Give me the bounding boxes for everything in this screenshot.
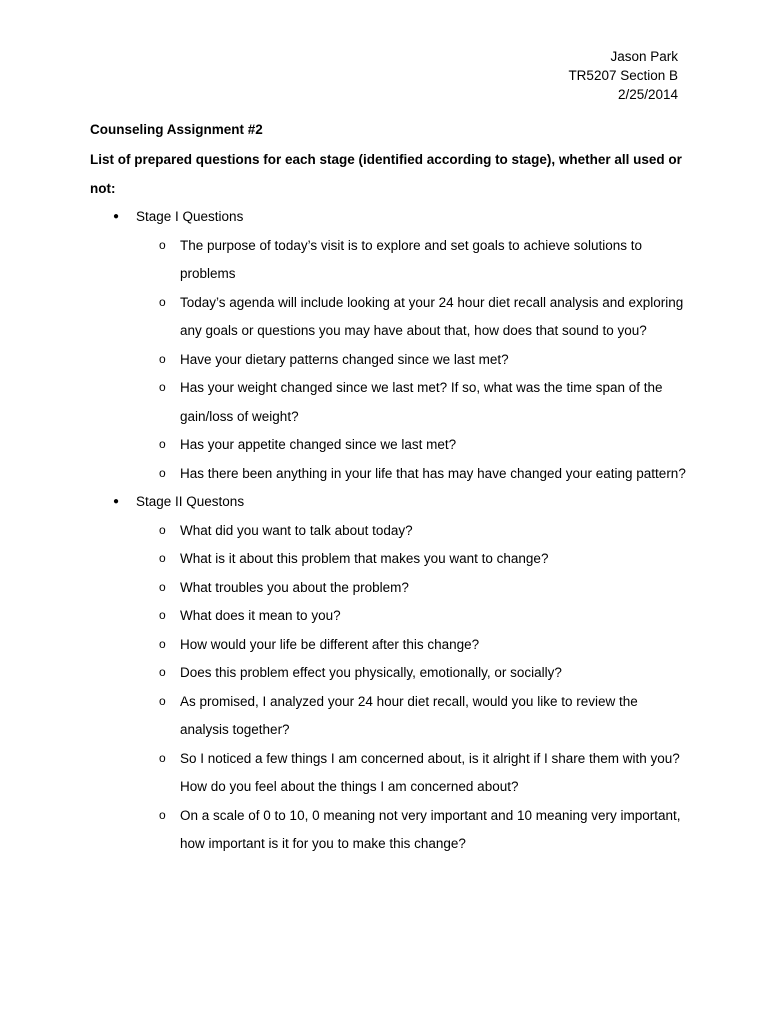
- question-text: What is it about this problem that makes you want to change?: [180, 551, 549, 566]
- list-item: [135, 232, 690, 289]
- stage-label: Stage I Questions: [136, 209, 244, 224]
- document-body: [90, 120, 690, 859]
- stage-label: Stage II Questons: [136, 494, 245, 509]
- circle-bullet-icon: o: [159, 465, 166, 480]
- header-block: [568, 47, 678, 104]
- question-text: On a scale of 0 to 10, 0 meaning not very important and 10 meaning very important, how important is it for you to make this change?: [180, 807, 681, 851]
- circle-bullet-icon: o: [159, 437, 166, 451]
- course-section: TR5207 Section B: [568, 68, 678, 83]
- question-text: The purpose of today’s visit is to explore and set goals to achieve solutions to problems: [180, 237, 643, 281]
- question-text: Has your appetite changed since we last met?: [180, 437, 457, 452]
- list-item: [135, 602, 690, 631]
- stage-item: [90, 488, 690, 517]
- circle-bullet-icon: o: [159, 750, 166, 765]
- question-text: Does this problem effect you physically, emotionally, or socially?: [180, 665, 562, 680]
- list-item: [135, 574, 690, 603]
- circle-bullet-icon: o: [159, 636, 166, 651]
- question-text: Has your weight changed since we last met? If so, what was the time span of the gain/loss of weight?: [180, 380, 663, 424]
- list-item: [135, 659, 690, 688]
- document-date: 2/25/2014: [617, 87, 678, 102]
- list-item: [135, 688, 690, 745]
- bullet-icon: ●: [113, 211, 120, 222]
- list-item: [135, 460, 690, 489]
- stage-questions-container: [90, 232, 690, 489]
- circle-bullet-icon: o: [159, 380, 166, 394]
- question-text: How would your life be different after this change?: [180, 636, 480, 652]
- circle-bullet-icon: o: [159, 294, 166, 309]
- circle-bullet-icon: o: [159, 608, 166, 622]
- list-item: [135, 346, 690, 375]
- question-list: [135, 517, 690, 859]
- list-item: [135, 374, 690, 431]
- circle-bullet-icon: o: [159, 551, 166, 565]
- circle-bullet-icon: o: [159, 351, 166, 366]
- list-item: [135, 631, 690, 660]
- question-text: So I noticed a few things I am concerned about, is it alright if I share them with you? How do you feel about the things I am concerned about?: [180, 750, 680, 794]
- question-text: What troubles you about the problem?: [180, 579, 409, 595]
- question-list: [135, 232, 690, 489]
- circle-bullet-icon: o: [159, 579, 166, 594]
- circle-bullet-icon: o: [159, 665, 166, 679]
- intro-text: List of prepared questions for each stage (identified according to stage), whether all used or not:: [90, 152, 682, 196]
- list-item: [135, 745, 690, 802]
- question-text: Have your dietary patterns changed since we last met?: [180, 351, 509, 367]
- question-text: What does it mean to you?: [180, 608, 341, 623]
- list-item: [135, 431, 690, 460]
- assignment-title: Counseling Assignment #2: [90, 122, 263, 137]
- author-name: Jason Park: [610, 49, 678, 64]
- question-text: What did you want to talk about today?: [180, 522, 413, 538]
- question-text: Has there been anything in your life that has may have changed your eating pattern?: [180, 465, 686, 481]
- bullet-icon: ●: [113, 496, 120, 507]
- stage-item: [90, 203, 690, 232]
- list-item: [135, 517, 690, 546]
- circle-bullet-icon: o: [159, 693, 166, 708]
- stage-list: [90, 203, 690, 859]
- circle-bullet-icon: o: [159, 237, 166, 252]
- circle-bullet-icon: o: [159, 807, 166, 822]
- question-text: As promised, I analyzed your 24 hour diet recall, would you like to review the analysis together?: [180, 693, 638, 737]
- list-item: [135, 545, 690, 574]
- circle-bullet-icon: o: [159, 522, 166, 537]
- list-item: [135, 289, 690, 346]
- list-item: [135, 802, 690, 859]
- stage-questions-container: [90, 517, 690, 859]
- question-text: Today’s agenda will include looking at your 24 hour diet recall analysis and exploring any goals or questions you may have about that, how does that sound to you?: [180, 294, 684, 338]
